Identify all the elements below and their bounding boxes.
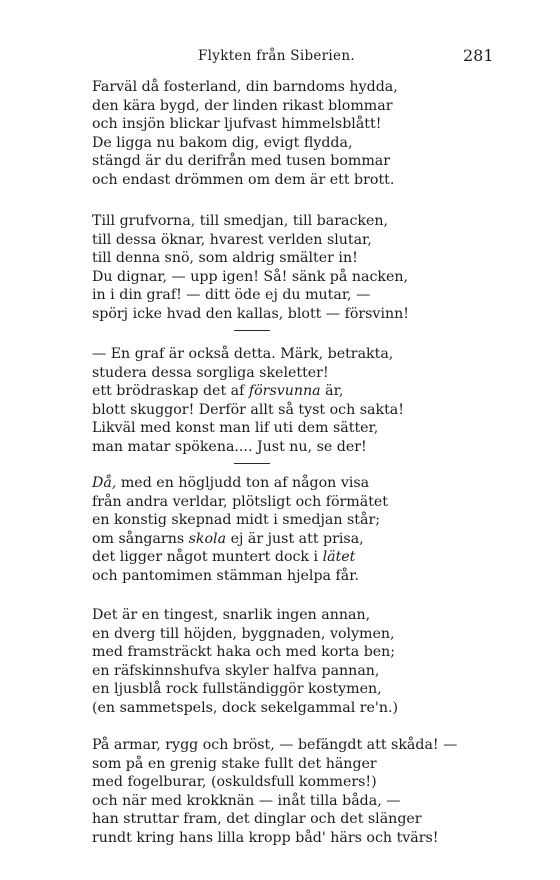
italic-word: skola xyxy=(188,530,227,547)
verse-line: Farväl då fosterland, din barndoms hydda, xyxy=(92,79,398,95)
verse-line: den kära bygd, der linden rikast blommar xyxy=(92,97,393,114)
verse-line: en ljusblå rock fullständiggör kostymen, xyxy=(92,681,382,698)
verse-line: rundt kring hans lilla kropp båd' härs och tvärs! xyxy=(92,829,439,846)
verse-line: studera dessa sorgliga skeletter! xyxy=(92,364,329,381)
stanza-3 xyxy=(92,345,532,457)
verse-line: man matar spökena.... Just nu, se der! xyxy=(92,438,367,455)
italic-word: lätet xyxy=(322,549,356,566)
verse-line: — En graf är också detta. Märk, betrakta, xyxy=(92,346,394,362)
stanza-1 xyxy=(92,78,532,190)
verse-line: stängd är du derifrån med tusen bommar xyxy=(92,153,391,170)
verse-line: in i din graf! — ditt öde ej du mutar, — xyxy=(92,287,371,304)
stanza-6 xyxy=(92,736,532,848)
verse-line xyxy=(92,530,532,549)
verse-line: Du dignar, — upp igen! Så! sänk på nacken, xyxy=(92,268,409,285)
verse-text: om sångarns xyxy=(92,530,189,547)
verse-line: och endast drömmen om dem är ett brott. xyxy=(92,171,395,188)
verse-text: det ligger något muntert dock i xyxy=(92,549,323,566)
verse-line: Det är en tingest, snarlik ingen annan, xyxy=(92,607,371,623)
verse-line: som på en grenig stake fullt det hänger xyxy=(92,755,377,772)
verse-line: han struttar fram, det dinglar och det slänger xyxy=(92,811,422,828)
verse-line: blott skuggor! Derför allt så tyst och sakta! xyxy=(92,401,404,418)
stanza-4 xyxy=(92,474,532,586)
running-head xyxy=(0,48,560,70)
verse-text: ej är just att prisa, xyxy=(226,530,364,547)
verse-line: och pantomimen stämman hjelpa får. xyxy=(92,567,359,584)
italic-word: försvunna xyxy=(248,383,321,400)
verse-line: De ligga nu bakom dig, evigt flydda, xyxy=(92,134,353,151)
verse-line: och insjön blickar ljufvast himmelsblått! xyxy=(92,116,382,133)
page-number: 281 xyxy=(463,46,494,65)
section-rule xyxy=(234,463,270,464)
stanza-2 xyxy=(92,212,532,324)
verse-line xyxy=(92,474,532,493)
verse-line: Likväl med konst man lif uti dem sätter, xyxy=(92,420,379,437)
verse-line: och när med krokknän — inåt tilla båda, — xyxy=(92,792,401,809)
verse-line: På armar, rygg och bröst, — befängdt att skåda! — xyxy=(92,737,458,753)
verse-line: med fogelburar, (oskuldsfull kommers!) xyxy=(92,774,377,791)
verse-line: spörj icke hvad den kallas, blott — försvinn! xyxy=(92,305,409,322)
verse-text: ett brödraskap det af xyxy=(92,383,249,400)
verse-line: till denna snö, som aldrig smälter in! xyxy=(92,250,358,267)
running-title: Flykten från Siberien. xyxy=(198,48,355,64)
verse-line: (en sammetspels, dock sekelgammal re'n.) xyxy=(92,699,399,716)
verse-line: en dverg till höjden, byggnaden, volymen, xyxy=(92,625,395,642)
verse-line: Till grufvorna, till smedjan, till baracken, xyxy=(92,213,389,229)
verse-line: till dessa öknar, hvarest verlden slutar, xyxy=(92,231,372,248)
italic-word: Då, xyxy=(92,475,117,491)
verse-line: med framsträckt haka och med korta ben; xyxy=(92,644,396,661)
section-rule xyxy=(234,330,270,331)
verse-text: med en högljudd ton af någon visa xyxy=(116,475,370,491)
stanza-5 xyxy=(92,606,532,718)
verse-line: en räfskinnshufva skyler halfva pannan, xyxy=(92,662,380,679)
verse-line: en konstig skepnad midt i smedjan står; xyxy=(92,512,381,529)
verse-line xyxy=(92,548,532,567)
verse-text: är, xyxy=(320,383,344,400)
verse-line xyxy=(92,382,532,401)
verse-line: från andra verldar, plötsligt och förmätet xyxy=(92,493,389,510)
